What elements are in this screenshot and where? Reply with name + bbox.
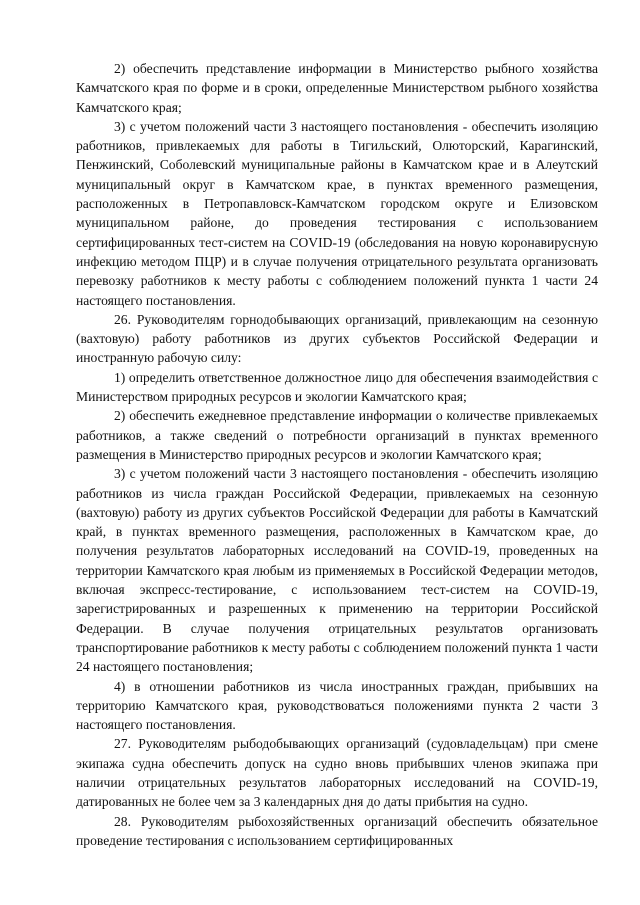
- document-page: [76, 59, 598, 850]
- paragraph-28-testing: 28. Руководителям рыбохозяйственных организаций обеспечить обязательное проведение тестирования с использованием сертифицированных: [76, 813, 598, 848]
- paragraph-27-crew-change: 27. Руководителям рыбодобывающих организаций (судовладельцам) при смене экипажа судна обеспечить допуск на судно вновь прибывших членов экипажа при наличии отрицательных результатов лабораторных исследований на COVID-19, датированных не более чем за 3 календарных дня до даты прибытия на судно.: [76, 736, 598, 810]
- paragraph-2-reporting: 2) обеспечить представление информации в Министерство рыбного хозяйства Камчатского края по форме и в сроки, определенные Министерством рыбного хозяйства Камчатского края;: [76, 61, 598, 115]
- paragraph-3-isolation-fishery: 3) с учетом положений части 3 настоящего постановления - обеспечить изоляцию работников, привлекаемых для работы в Тигильский, Олюторский, Карагинский, Пенжинский, Соболевский муниципальные районы в Камчатском крае и в Алеутский муниципальный округ в Камчатском крае, в пунктах временного размещения, расположенных в Петропавловск-Камчатском городском округе и Елизовском муниципальном районе, до проведения тестирования с использованием сертифицированных тест-систем на COVID-19 (обследования на новую коронавирусную инфекцию методом ПЦР) и в случае получения отрицательного результата организовать перевозку работников к месту работы с соблюдением положений пункта 1 части 24 настоящего постановления.: [76, 118, 598, 308]
- paragraph-26-3-isolation-workers: 3) с учетом положений части 3 настоящего постановления - обеспечить изоляцию работников из числа граждан Российской Федерации, привлекаемых на сезонную (вахтовую) работу из других субъектов Российской Федерации для работы в Камчатский край, в пунктах временного размещения, расположенных в Камчатском крае, до получения результатов лабораторных исследований на COVID-19, проведенных на территории Камчатского края любым из применяемых в Российской Федерации методов, включая экспресс-тестирование, с использованием тест-систем на COVID-19, зарегистрированных и разрешенных к применению на территории Российской Федерации. В случае получения отрицательных результатов организовать транспортирование работников к месту работы с соблюдением положений пункта 1 части 24 настоящего постановления;: [76, 466, 598, 675]
- paragraph-26-1-responsible-person: 1) определить ответственное должностное лицо для обеспечения взаимодействия с Министерством природных ресурсов и экологии Камчатского края;: [76, 369, 598, 405]
- paragraph-26-mining-heads: 26. Руководителям горнодобывающих организаций, привлекающим на сезонную (вахтовую) работу работников из других субъектов Российской Федерации и иностранную рабочую силу:: [76, 311, 598, 366]
- paragraph-26-2-daily-report: 2) обеспечить ежедневное представление информации о количестве привлекаемых работников, а также сведений о потребности организаций в пунктах временного размещения в Министерство природных ресурсов и экологии Камчатского края;: [76, 408, 598, 462]
- paragraph-26-4-foreign-workers: 4) в отношении работников из числа иностранных граждан, прибывших на территорию Камчатского края, руководствоваться положениями пункта 2 части 3 настоящего постановления.: [76, 678, 598, 733]
